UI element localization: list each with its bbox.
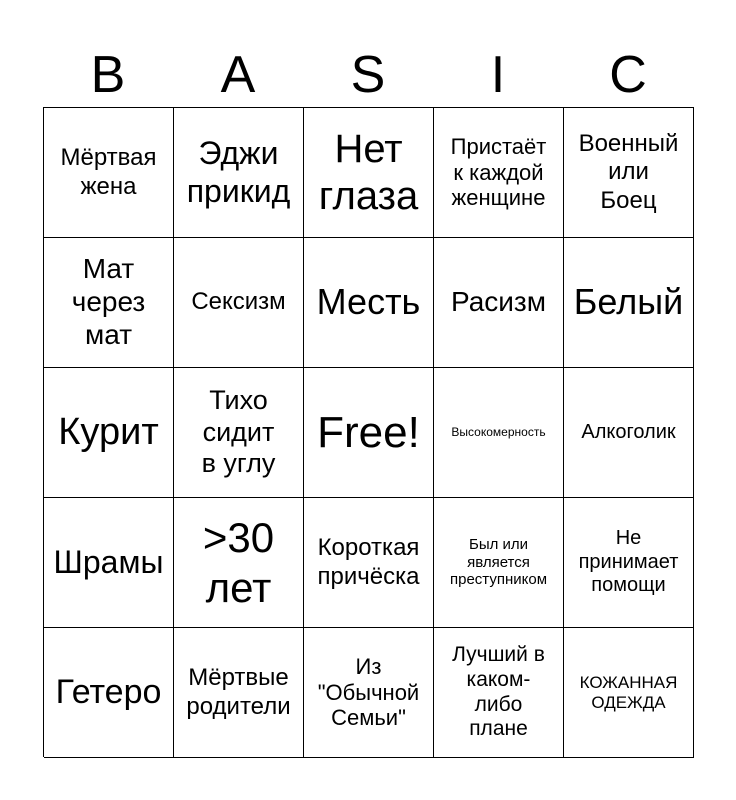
bingo-cell[interactable] bbox=[304, 368, 434, 498]
bingo-cell-label: Мёртвые родители bbox=[186, 664, 291, 720]
bingo-cell[interactable] bbox=[434, 628, 564, 758]
bingo-cell-label: Белый bbox=[573, 281, 684, 323]
bingo-cell-label: Месть bbox=[316, 281, 421, 323]
bingo-cell[interactable] bbox=[304, 628, 434, 758]
header-letter-b: B bbox=[90, 46, 126, 104]
bingo-cell-label: Был или является преступником bbox=[449, 536, 548, 589]
bingo-cell[interactable] bbox=[304, 238, 434, 368]
bingo-cell-label: Гетеро bbox=[55, 672, 162, 711]
bingo-board bbox=[43, 107, 694, 757]
bingo-cell[interactable] bbox=[304, 108, 434, 238]
bingo-cell-label: Сексизм bbox=[191, 288, 286, 316]
bingo-cell[interactable] bbox=[434, 368, 564, 498]
bingo-cell[interactable] bbox=[434, 238, 564, 368]
header-letter-a: A bbox=[220, 46, 256, 104]
bingo-cell[interactable] bbox=[564, 238, 694, 368]
bingo-cell-label: Военный или Боец bbox=[578, 130, 679, 214]
bingo-header bbox=[43, 44, 693, 106]
bingo-cell[interactable] bbox=[434, 498, 564, 628]
bingo-cell-label: Пристаёт к каждой женщине bbox=[450, 133, 547, 211]
bingo-cell-label: Мёртвая жена bbox=[60, 144, 157, 200]
bingo-cell[interactable] bbox=[564, 368, 694, 498]
bingo-cell[interactable] bbox=[174, 628, 304, 758]
bingo-cell[interactable] bbox=[44, 628, 174, 758]
bingo-cell[interactable] bbox=[564, 628, 694, 758]
bingo-cell[interactable] bbox=[44, 108, 174, 238]
bingo-cell[interactable] bbox=[44, 368, 174, 498]
bingo-cell-label: Расизм bbox=[450, 286, 547, 318]
bingo-cell-label: Высокомерность bbox=[451, 425, 546, 440]
header-letter-c: C bbox=[609, 46, 647, 104]
bingo-cell-label: Free! bbox=[317, 407, 420, 457]
bingo-cell-label: Алкоголик bbox=[581, 420, 676, 443]
bingo-cell-label: Тихо сидит в углу bbox=[201, 385, 276, 479]
bingo-cell-label: Нет глаза bbox=[318, 126, 419, 218]
bingo-cell-label: Эджи прикид bbox=[186, 135, 291, 209]
bingo-cell-label: Мат через мат bbox=[71, 253, 146, 350]
bingo-cell[interactable] bbox=[564, 498, 694, 628]
bingo-cell[interactable] bbox=[44, 238, 174, 368]
bingo-cell[interactable] bbox=[434, 108, 564, 238]
header-letter-s: S bbox=[350, 46, 386, 104]
bingo-cell[interactable] bbox=[174, 108, 304, 238]
bingo-cell[interactable] bbox=[174, 368, 304, 498]
bingo-cell[interactable] bbox=[44, 498, 174, 628]
bingo-cell-label: Не принимает помощи bbox=[578, 527, 679, 597]
bingo-cell-label: Курит bbox=[58, 411, 159, 454]
bingo-cell[interactable] bbox=[564, 108, 694, 238]
bingo-cell-label: Короткая причёска bbox=[317, 534, 420, 590]
bingo-cell-label: КОЖАННАЯ ОДЕЖДА bbox=[579, 672, 678, 712]
bingo-cell-label: Шрамы bbox=[53, 543, 164, 580]
bingo-cell-label: Лучший в каком- либо плане bbox=[452, 643, 545, 741]
bingo-cell[interactable] bbox=[304, 498, 434, 628]
bingo-cell[interactable] bbox=[174, 238, 304, 368]
bingo-cell[interactable] bbox=[174, 498, 304, 628]
header-letter-i: I bbox=[490, 46, 506, 104]
bingo-cell-label: Из "Обычной Семьи" bbox=[317, 653, 420, 731]
bingo-cell-label: >30 лет bbox=[202, 514, 275, 611]
